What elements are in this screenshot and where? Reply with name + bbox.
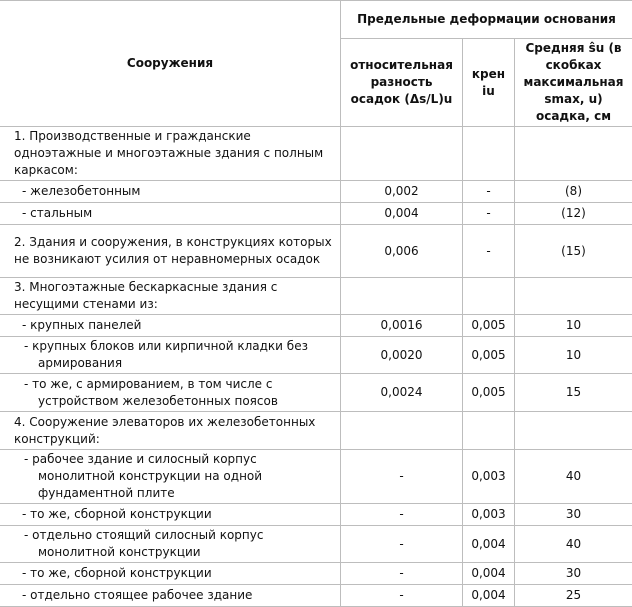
relative-difference-cell: - [341,563,463,585]
relative-difference-cell: 0,006 [341,225,463,278]
table-row [0,504,632,526]
structure-cell: - крупных блоков или кирпичной кладки без армирования [0,337,341,374]
structure-cell: - крупных панелей [0,315,341,337]
structure-cell: - отдельно стоящий силосный корпус монолитной конструкции [0,526,341,563]
relative-difference-cell: - [341,450,463,504]
header-relative-difference: относительная разность осадок (Δs/L)u [341,39,463,127]
average-settlement-cell: (12) [515,203,632,225]
header-structures: Сооружения [0,1,341,127]
structure-cell: - то же, с армированием, в том числе с устройством железобетонных поясов [0,374,341,412]
structure-cell: 1. Производственные и гражданские одноэтажные и многоэтажные здания с полным каркасом: [0,127,341,181]
structure-cell: - то же, сборной конструкции [0,563,341,585]
table-row [0,181,632,203]
average-settlement-cell: 30 [515,563,632,585]
table-row [0,203,632,225]
relative-difference-cell: 0,0024 [341,374,463,412]
tilt-cell: 0,004 [463,526,515,563]
structure-cell: - отдельно стоящее рабочее здание [0,585,341,607]
relative-difference-cell: - [341,585,463,607]
average-settlement-cell: 40 [515,526,632,563]
average-settlement-cell: 10 [515,315,632,337]
tilt-cell: 0,003 [463,450,515,504]
relative-difference-cell: 0,0020 [341,337,463,374]
average-settlement-cell [515,127,632,181]
average-settlement-cell: 25 [515,585,632,607]
structure-cell: - рабочее здание и силосный корпус монолитной конструкции на одной фундаментной плите [0,450,341,504]
tilt-cell [463,278,515,315]
table-row [0,450,632,504]
relative-difference-cell [341,127,463,181]
table-row [0,526,632,563]
structure-cell: - то же, сборной конструкции [0,504,341,526]
tilt-cell [463,412,515,450]
average-settlement-cell: 10 [515,337,632,374]
average-settlement-cell [515,412,632,450]
relative-difference-cell: - [341,504,463,526]
average-settlement-cell [515,278,632,315]
header-limit-deformations: Предельные деформации основания [341,1,632,39]
structure-cell: - стальным [0,203,341,225]
average-settlement-cell: (8) [515,181,632,203]
structure-cell: 2. Здания и сооружения, в конструкциях которых не возникают усилия от неравномерных осадок [0,225,341,278]
structure-cell: 3. Многоэтажные бескаркасные здания с несущими стенами из: [0,278,341,315]
header-average-settlement: Средняя ŝu (в скобках максимальная smax, u) осадка, см [515,39,632,127]
table-row [0,225,632,278]
relative-difference-cell: 0,004 [341,203,463,225]
tilt-cell: - [463,225,515,278]
table-row [0,337,632,374]
table-row [0,374,632,412]
average-settlement-cell: (15) [515,225,632,278]
table-row [0,563,632,585]
table-row [0,127,632,181]
relative-difference-cell: 0,0016 [341,315,463,337]
average-settlement-cell: 30 [515,504,632,526]
table-row [0,315,632,337]
table-row [0,412,632,450]
relative-difference-cell: 0,002 [341,181,463,203]
tilt-cell: 0,003 [463,504,515,526]
header-tilt: крен iu [463,39,515,127]
structure-cell: 4. Сооружение элеваторов их железобетонных конструкций: [0,412,341,450]
relative-difference-cell [341,412,463,450]
tilt-cell: 0,005 [463,374,515,412]
tilt-cell: 0,004 [463,585,515,607]
structure-cell: - железобетонным [0,181,341,203]
relative-difference-cell: - [341,526,463,563]
table-row [0,585,632,607]
average-settlement-cell: 15 [515,374,632,412]
tilt-cell: 0,005 [463,337,515,374]
relative-difference-cell [341,278,463,315]
average-settlement-cell: 40 [515,450,632,504]
tilt-cell: 0,004 [463,563,515,585]
tilt-cell: 0,005 [463,315,515,337]
tilt-cell [463,127,515,181]
tilt-cell: - [463,203,515,225]
table-row [0,278,632,315]
tilt-cell: - [463,181,515,203]
